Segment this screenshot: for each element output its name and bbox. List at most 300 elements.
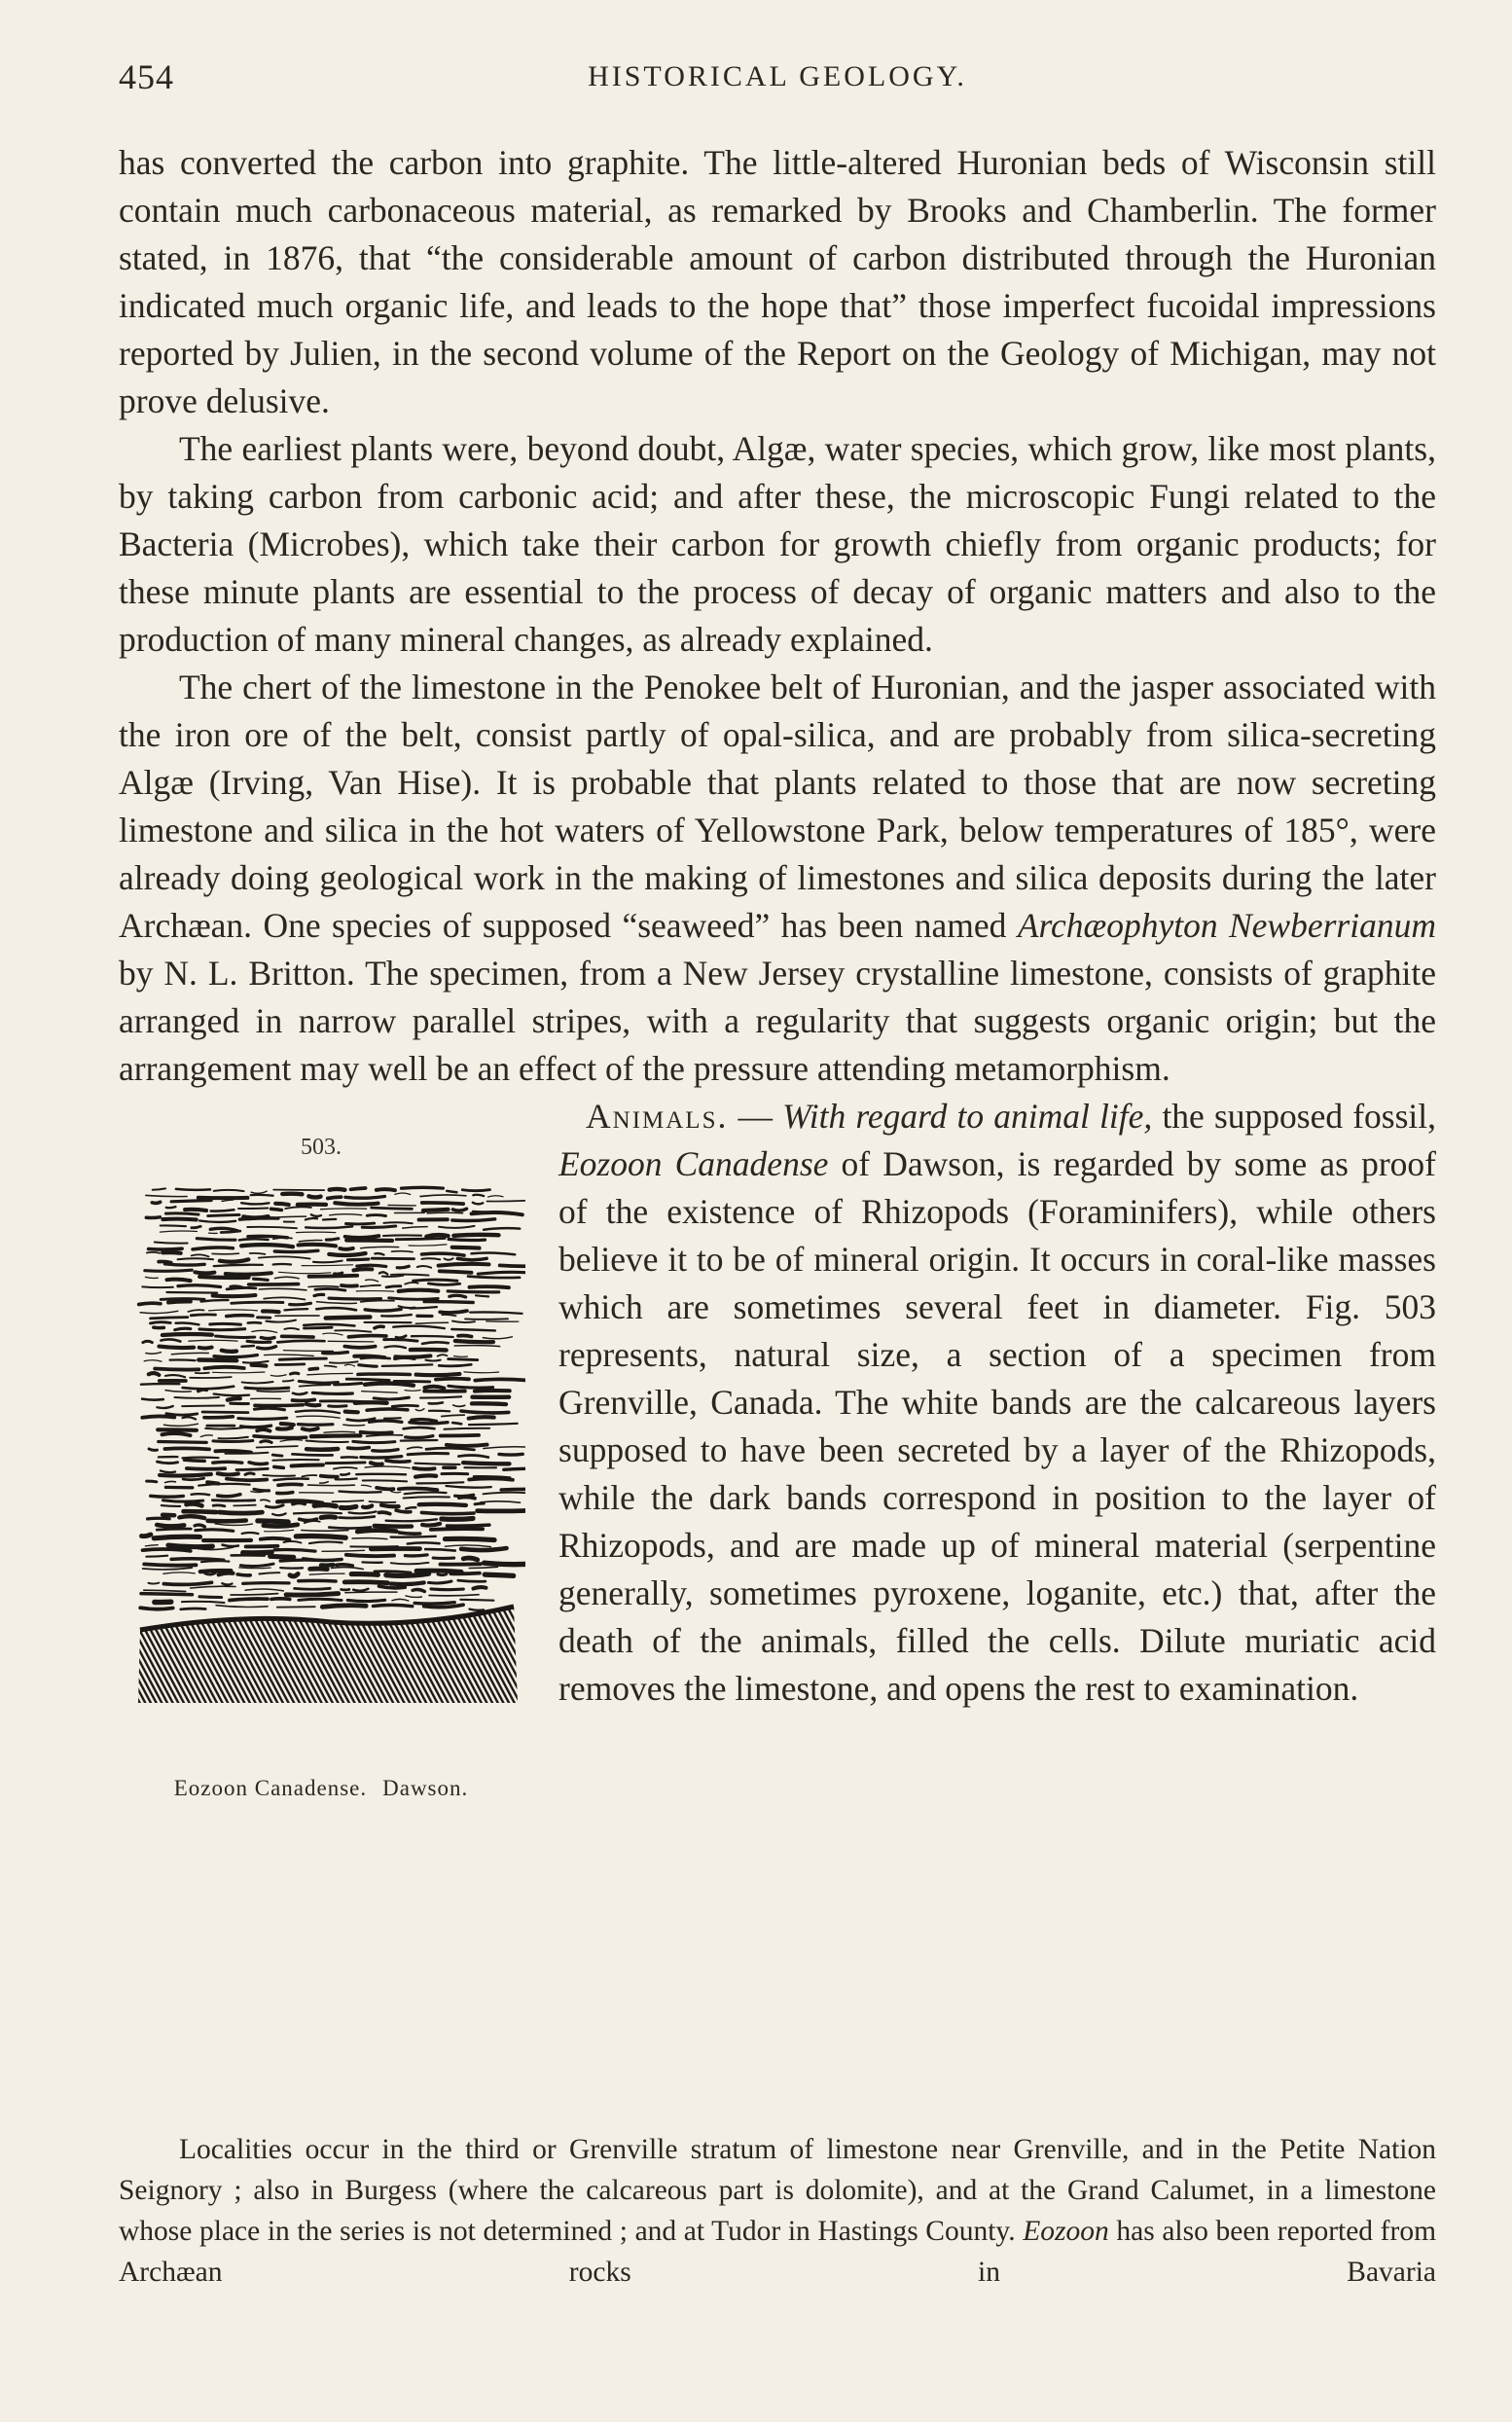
engraving-stroke: [272, 1460, 318, 1461]
engraving-stroke: [216, 1606, 268, 1608]
engraving-stroke: [392, 1251, 413, 1252]
engraving-stroke: [323, 1219, 336, 1220]
engraving-stroke: [329, 1406, 346, 1407]
engraving-stroke: [214, 1190, 244, 1191]
engraving-stroke: [176, 1189, 210, 1190]
engraving-stroke: [473, 1203, 483, 1205]
engraving-stroke: [170, 1359, 196, 1360]
engraving-stroke: [309, 1276, 358, 1277]
engraving-stroke: [219, 1572, 234, 1574]
engraving-stroke: [361, 1301, 394, 1302]
engraving-stroke: [153, 1188, 165, 1189]
engraving-stroke: [236, 1468, 268, 1469]
engraving-stroke: [396, 1336, 406, 1338]
engraving-stroke: [453, 1405, 465, 1406]
engraving-stroke: [144, 1564, 196, 1565]
engraving-stroke: [297, 1416, 340, 1418]
engraving-stroke: [416, 1482, 463, 1483]
engraving-stroke: [283, 1380, 294, 1381]
engraving-stroke: [455, 1341, 493, 1342]
engraving-stroke: [139, 1303, 161, 1304]
engraving-stroke: [272, 1455, 282, 1456]
engraving-stroke: [484, 1228, 520, 1230]
engraving-stroke: [251, 1195, 273, 1196]
engraving-stroke: [273, 1264, 291, 1265]
engraving-stroke: [328, 1341, 374, 1342]
engraving-stroke: [149, 1373, 160, 1375]
engraving-stroke: [227, 1316, 253, 1317]
engraving-stroke: [452, 1209, 466, 1211]
engraving-stroke: [379, 1272, 388, 1274]
engraving-stroke: [307, 1373, 353, 1374]
engraving-stroke: [254, 1436, 306, 1438]
engraving-stroke: [296, 1411, 340, 1414]
engraving-stroke: [475, 1379, 525, 1380]
engraving-stroke: [284, 1328, 299, 1329]
engraving-stroke: [488, 1196, 504, 1197]
engraving-stroke: [216, 1336, 255, 1337]
engraving-stroke: [290, 1573, 298, 1575]
engraving-stroke: [442, 1315, 455, 1316]
engraving-stroke: [401, 1440, 438, 1441]
engraving-stroke: [254, 1279, 269, 1280]
engraving-stroke: [460, 1600, 493, 1601]
engraving-stroke: [306, 1226, 352, 1228]
engraving-stroke: [273, 1238, 292, 1239]
engraving-stroke: [344, 1364, 354, 1366]
engraving-stroke: [445, 1538, 494, 1539]
engraving-stroke: [475, 1391, 510, 1392]
engraving-stroke: [424, 1605, 463, 1607]
engraving-stroke: [365, 1466, 410, 1468]
engraving-stroke: [440, 1311, 467, 1313]
engraving-stroke: [149, 1449, 157, 1451]
engraving-stroke: [393, 1326, 445, 1328]
engraving-stroke: [381, 1505, 399, 1507]
engraving-stroke: [421, 1258, 440, 1259]
engraving-stroke: [334, 1467, 357, 1468]
engraving-stroke: [245, 1388, 289, 1389]
engraving-stroke: [213, 1295, 256, 1296]
engraving-stroke: [356, 1474, 406, 1475]
engraving-stroke: [274, 1549, 315, 1551]
engraving-stroke: [165, 1481, 176, 1482]
engraving-stroke: [306, 1218, 317, 1219]
figure-caption-name: Eozoon Canadense.: [173, 1776, 368, 1800]
engraving-stroke: [299, 1580, 336, 1581]
engraving-stroke: [184, 1511, 217, 1512]
engraving-stroke: [303, 1428, 318, 1430]
engraving-stroke: [199, 1329, 245, 1330]
engraving-stroke: [218, 1495, 240, 1497]
engraving-stroke: [299, 1240, 322, 1241]
engraving-stroke: [251, 1191, 267, 1193]
engraving-stroke: [445, 1428, 490, 1429]
engraving-stroke: [345, 1592, 397, 1593]
engraving-stroke: [303, 1475, 317, 1476]
engraving-stroke: [449, 1386, 493, 1388]
engraving-stroke: [454, 1346, 500, 1347]
engraving-stroke: [286, 1594, 339, 1596]
engraving-stroke: [312, 1392, 352, 1393]
engraving-stroke: [219, 1512, 262, 1513]
engraving-stroke: [353, 1441, 395, 1442]
engraving-stroke: [415, 1322, 448, 1323]
engraving-stroke: [431, 1589, 463, 1590]
engraving-stroke: [163, 1572, 195, 1573]
engraving-stroke: [302, 1531, 348, 1532]
engraving-stroke: [367, 1435, 403, 1436]
engraving-stroke: [386, 1286, 401, 1287]
engraving-stroke: [391, 1492, 401, 1493]
engraving-stroke: [277, 1341, 324, 1343]
engraving-stroke: [213, 1441, 253, 1442]
engraving-stroke: [348, 1259, 369, 1260]
engraving-stroke: [141, 1384, 180, 1385]
engraving-stroke: [357, 1265, 386, 1266]
engraving-stroke: [458, 1335, 472, 1336]
engraving-stroke: [314, 1505, 336, 1506]
engraving-stroke: [311, 1214, 321, 1216]
engraving-stroke: [410, 1423, 448, 1424]
body-text: [119, 139, 1436, 1813]
engraving-stroke: [263, 1311, 279, 1312]
engraving-stroke: [381, 1315, 412, 1316]
engraving-stroke: [438, 1355, 448, 1356]
engraving-stroke: [226, 1273, 271, 1274]
engraving-stroke: [199, 1597, 222, 1598]
engraving-stroke: [148, 1518, 170, 1519]
engraving-stroke: [168, 1301, 191, 1302]
engraving-stroke: [396, 1510, 411, 1512]
engraving-stroke: [227, 1479, 267, 1481]
engraving-stroke: [277, 1607, 315, 1608]
engraving-stroke: [472, 1253, 516, 1255]
engraving-stroke: [325, 1366, 337, 1367]
engraving-stroke: [321, 1565, 334, 1566]
engraving-stroke: [379, 1586, 406, 1588]
engraving-stroke: [199, 1277, 248, 1278]
engraving-stroke: [406, 1507, 415, 1508]
engraving-stroke: [161, 1299, 204, 1300]
engraving-stroke: [171, 1559, 224, 1561]
engraving-stroke: [178, 1258, 214, 1259]
engraving-stroke: [271, 1209, 282, 1210]
engraving-stroke: [151, 1318, 188, 1319]
engraving-stroke: [304, 1324, 354, 1326]
engraving-stroke: [315, 1288, 345, 1290]
engraving-stroke: [386, 1519, 437, 1521]
engraving-stroke: [279, 1358, 326, 1359]
engraving-stroke: [370, 1501, 396, 1502]
engraving-stroke: [375, 1326, 383, 1328]
engraving-stroke: [238, 1209, 268, 1210]
engraving-stroke: [274, 1466, 284, 1467]
engraving-stroke: [414, 1603, 454, 1604]
engraving-stroke: [278, 1484, 302, 1485]
engraving-stroke: [243, 1583, 289, 1584]
engraving-stroke: [241, 1203, 269, 1204]
engraving-stroke: [323, 1353, 348, 1354]
engraving-stroke: [290, 1303, 311, 1305]
engraving-stroke: [422, 1524, 440, 1526]
engraving-stroke: [352, 1538, 387, 1539]
engraving-stroke: [261, 1338, 274, 1339]
engraving-stroke: [335, 1273, 342, 1274]
engraving-stroke: [201, 1561, 229, 1562]
engraving-stroke: [261, 1538, 290, 1539]
engraving-stroke: [439, 1226, 475, 1228]
engraving-stroke: [392, 1405, 417, 1406]
engraving-stroke: [332, 1568, 364, 1570]
engraving-stroke: [375, 1526, 412, 1527]
animal-life-lead: With regard to animal life,: [782, 1097, 1153, 1136]
engraving-stroke: [472, 1403, 506, 1404]
engraving-stroke: [445, 1258, 453, 1260]
engraving-stroke: [246, 1546, 278, 1547]
engraving-stroke: [461, 1411, 509, 1413]
engraving-stroke: [151, 1322, 171, 1323]
engraving-stroke: [428, 1581, 451, 1583]
species-name-archaeophyton: Archæophyton Newberrianum: [1017, 906, 1436, 945]
engraving-stroke: [342, 1285, 357, 1286]
figure-number: 503.: [301, 1135, 342, 1160]
engraving-stroke: [504, 1468, 525, 1469]
engraving-stroke: [147, 1252, 160, 1253]
paragraph-chert-text-a: The chert of the limestone in the Penokee belt of Huronian, and the jasper associated with the iron ore of the belt, consist partly of opal-silica, and are probably from silica-secreting Algæ (Irving, Van Hise). It is probable that plants related to those that are now secreting limestone and silica in the hot waters of Yellowstone Park, below temperatures of 185°, were already doing geological work in the making of limestones and silica deposits during the later Archæan. One species of supposed “seaweed” has been named: [119, 668, 1436, 945]
engraving-stroke: [212, 1500, 254, 1501]
engraving-stroke: [384, 1339, 417, 1341]
engraving-stroke: [406, 1596, 421, 1598]
engraving-stroke: [414, 1468, 435, 1469]
engraving-stroke: [459, 1497, 475, 1498]
engraving-stroke: [402, 1187, 444, 1188]
engraving-stroke: [285, 1207, 311, 1209]
engraving-stroke: [141, 1594, 193, 1595]
engraving-stroke: [347, 1600, 385, 1601]
engraving-stroke: [335, 1384, 362, 1385]
engraving-stroke: [252, 1330, 277, 1332]
engraving-stroke: [439, 1264, 489, 1266]
engraving-stroke: [305, 1521, 320, 1523]
engraving-stroke: [151, 1496, 184, 1497]
engraving-stroke: [255, 1408, 285, 1410]
engraving-stroke: [463, 1558, 478, 1560]
engraving-stroke: [409, 1245, 447, 1246]
engraving-stroke: [399, 1489, 438, 1491]
engraving-stroke: [468, 1277, 520, 1278]
engraving-stroke: [442, 1415, 464, 1416]
engraving-stroke: [143, 1341, 153, 1342]
paragraph-chert-text-b: by N. L. Britton. The specimen, from a New Jersey crystalline limestone, consists of graphite arranged in narrow parallel stripes, with a regularity that suggests organic origin; but the arrangement may well be an effect of the pressure attending metamorphism.: [119, 954, 1436, 1088]
engraving-stroke: [164, 1448, 209, 1449]
engraving-stroke: [280, 1560, 318, 1561]
engraving-stroke: [374, 1605, 413, 1606]
engraving-stroke: [274, 1479, 308, 1481]
engraving-stroke: [335, 1330, 371, 1332]
engraving-stroke: [345, 1412, 358, 1413]
engraving-stroke: [362, 1485, 372, 1487]
engraving-stroke: [213, 1372, 266, 1373]
engraving-stroke: [340, 1517, 375, 1518]
engraving-stroke: [487, 1201, 525, 1202]
engraving-stroke: [404, 1497, 450, 1498]
engraving-stroke: [388, 1205, 415, 1206]
engraving-stroke: [323, 1333, 342, 1335]
engraving-stroke: [429, 1402, 443, 1403]
engraving-stroke: [403, 1227, 428, 1229]
engraving-stroke: [267, 1320, 296, 1322]
engraving-stroke: [343, 1425, 365, 1426]
engraving-stroke: [198, 1484, 249, 1486]
engraving-stroke: [146, 1353, 162, 1354]
engraving-stroke: [270, 1375, 286, 1376]
engraving-stroke: [292, 1464, 323, 1465]
engraving-stroke: [218, 1473, 238, 1474]
engraving-stroke: [214, 1394, 249, 1396]
engraving-stroke: [448, 1525, 489, 1526]
engraving-stroke: [424, 1387, 444, 1389]
engraving-stroke: [199, 1221, 235, 1222]
engraving-stroke: [245, 1473, 254, 1474]
engraving-stroke: [412, 1336, 453, 1337]
engraving-stroke: [324, 1431, 355, 1432]
engraving-stroke: [308, 1286, 339, 1287]
engraving-stroke: [243, 1552, 271, 1553]
engraving-stroke: [399, 1290, 439, 1291]
engraving-stroke: [448, 1291, 499, 1292]
engraving-stroke: [485, 1563, 525, 1564]
engraving-stroke: [361, 1432, 392, 1433]
engraving-stroke: [461, 1548, 506, 1550]
engraving-stroke: [189, 1340, 237, 1341]
engraving-stroke: [391, 1582, 424, 1584]
engraving-stroke: [396, 1238, 445, 1239]
engraving-stroke: [190, 1377, 232, 1378]
engraving-stroke: [395, 1357, 414, 1358]
paragraph-animals-text-b: of Dawson, is regarded by some as proof of the existence of Rhizopods (Foraminifers), while others believe it to be of mineral origin. It occurs in coral-like masses which are sometimes several feet in diameter. Fig. 503 represents, natural size, a section of a specimen from Grenville, Canada. The white bands are the calcareous layers supposed to have been secreted by a layer of the Rhizopods, while the dark bands correspond in position to the layer of Rhizopods, and are made up of mineral material (serpentine generally, sometimes pyroxene, loganite, etc.) that, after the death of the animals, filled the cells. Dilute muriatic acid removes the limestone, and opens the rest to examination.: [558, 1144, 1436, 1708]
engraving-stroke: [445, 1545, 490, 1547]
engraving-stroke: [300, 1385, 331, 1386]
engraving-stroke: [242, 1533, 259, 1534]
engraving-stroke: [383, 1235, 421, 1236]
engraving-stroke: [191, 1586, 235, 1588]
engraving-stroke: [317, 1302, 357, 1304]
engraving-stroke: [474, 1587, 486, 1588]
engraving-stroke: [146, 1195, 187, 1196]
engraving-stroke: [362, 1226, 395, 1227]
engraving-stroke: [431, 1529, 483, 1530]
engraving-stroke: [210, 1228, 237, 1230]
engraving-stroke: [367, 1409, 408, 1410]
engraving-stroke: [162, 1500, 202, 1501]
engraving-stroke: [441, 1435, 479, 1436]
engraving-stroke: [240, 1564, 273, 1566]
engraving-stroke: [452, 1321, 475, 1322]
engraving-stroke: [326, 1239, 338, 1240]
engraving-stroke: [140, 1311, 178, 1313]
engraving-stroke: [405, 1493, 447, 1495]
engraving-stroke: [230, 1599, 268, 1600]
engraving-stroke: [214, 1356, 258, 1357]
engraving-stroke: [442, 1518, 473, 1519]
engraving-stroke: [408, 1447, 422, 1449]
engraving-stroke: [187, 1503, 202, 1505]
engraving-stroke: [417, 1266, 431, 1268]
engraving-stroke: [275, 1364, 305, 1365]
engraving-stroke: [395, 1193, 411, 1195]
engraving-stroke: [473, 1195, 484, 1196]
engraving-stroke: [452, 1219, 495, 1221]
engraving-stroke: [501, 1489, 525, 1490]
engraving-stroke: [345, 1236, 379, 1238]
engraving-stroke: [155, 1243, 188, 1244]
engraving-stroke: [447, 1191, 456, 1192]
engraving-stroke: [309, 1368, 317, 1369]
engraving-stroke: [436, 1379, 469, 1380]
engraving-stroke: [321, 1209, 367, 1210]
engraving-stroke: [375, 1253, 383, 1254]
engraving-stroke: [258, 1347, 276, 1349]
engraving-stroke: [359, 1365, 377, 1367]
engraving-stroke: [306, 1441, 348, 1443]
engraving-stroke: [142, 1416, 174, 1417]
engraving-stroke: [263, 1475, 295, 1476]
engraving-stroke: [367, 1215, 385, 1216]
engraving-stroke: [425, 1549, 455, 1551]
engraving-stroke: [373, 1450, 398, 1452]
engraving-stroke: [183, 1478, 204, 1480]
engraving-stroke: [313, 1261, 342, 1263]
engraving-stroke: [259, 1572, 279, 1573]
engraving-stroke: [422, 1342, 449, 1344]
footnote-text-a: Localities occur in the third or Grenville stratum of limestone near Grenville, and in the Petite Nation Seignory ; also in Burgess (where the calcareous part is dolomite), and at the Grand Calumet, in a limestone whose place in the series is not determined ; and at Tudor in Hastings County.: [119, 2134, 1436, 2247]
engraving-stroke: [314, 1294, 324, 1295]
engraving-stroke: [483, 1337, 512, 1339]
engraving-stroke: [329, 1253, 365, 1255]
engraving-stroke: [239, 1239, 269, 1240]
engraving-stroke: [259, 1288, 306, 1290]
engraving-stroke: [426, 1448, 474, 1450]
engraving-stroke: [391, 1536, 436, 1537]
engraving-stroke: [440, 1271, 472, 1273]
engraving-stroke: [340, 1492, 381, 1493]
engraving-stroke: [247, 1341, 270, 1342]
engraving-stroke: [386, 1461, 410, 1462]
engraving-stroke: [144, 1590, 186, 1591]
engraving-stroke: [453, 1235, 498, 1236]
engraving-stroke: [208, 1521, 246, 1522]
engraving-stroke: [197, 1239, 235, 1241]
engraving-stroke: [397, 1266, 409, 1268]
engraving-stroke: [371, 1463, 382, 1464]
engraving-stroke: [157, 1525, 184, 1526]
engraving-stroke: [500, 1265, 525, 1266]
engraving-stroke: [408, 1542, 440, 1543]
engraving-stroke: [299, 1245, 337, 1247]
footnote-localities: [119, 2129, 1436, 2333]
engraving-stroke: [271, 1599, 290, 1600]
em-dash: —: [738, 1097, 774, 1136]
page-number: 454: [119, 57, 174, 96]
engraving-stroke: [241, 1245, 293, 1247]
engraving-stroke: [464, 1372, 499, 1373]
engraving-stroke: [160, 1231, 197, 1232]
engraving-stroke: [200, 1435, 212, 1437]
engraving-stroke: [383, 1222, 412, 1223]
engraving-stroke: [499, 1454, 522, 1455]
engraving-stroke: [239, 1568, 271, 1569]
